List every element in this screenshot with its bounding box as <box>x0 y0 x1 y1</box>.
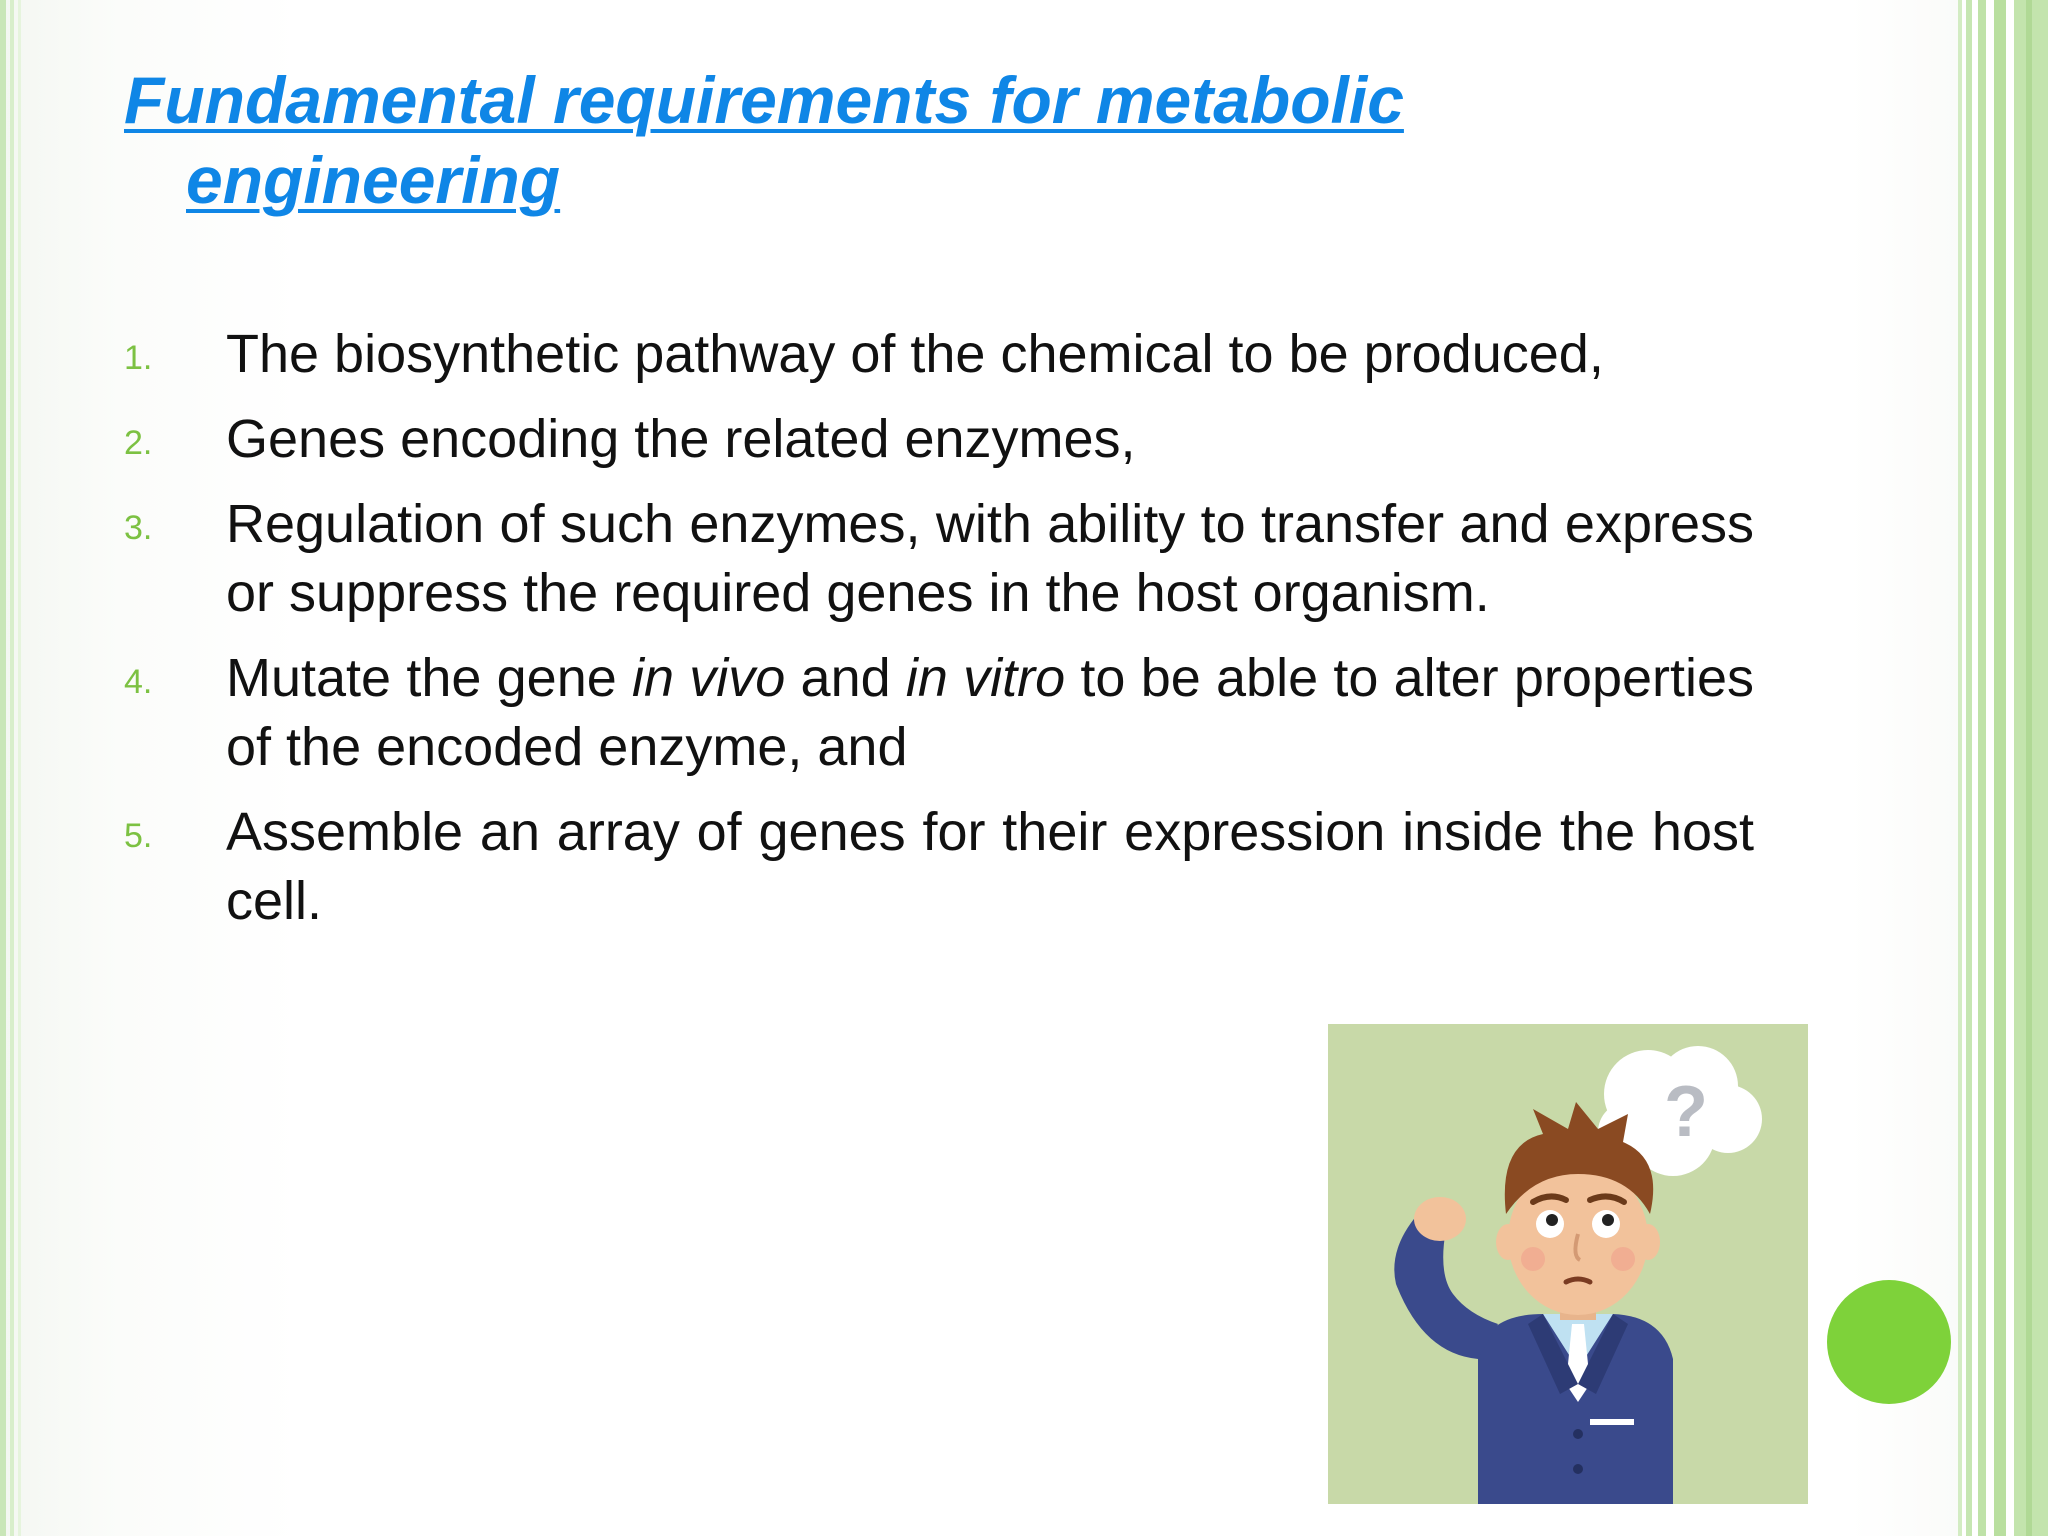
title-line-1: Fundamental requirements for metabolic <box>124 63 1404 137</box>
list-item <box>124 405 1754 474</box>
question-mark: ? <box>1664 1072 1708 1152</box>
list-text: Genes encoding the related enzymes, <box>226 409 1136 469</box>
list-item <box>124 644 1754 782</box>
list-text-italic: in vivo <box>632 648 786 708</box>
left-border-line <box>10 0 14 1536</box>
list-text: and <box>785 648 906 708</box>
list-number: 4. <box>124 663 153 701</box>
right-border-stripe <box>1966 0 1972 1536</box>
slide-title <box>124 60 1824 220</box>
right-border-stripe <box>1958 0 1962 1536</box>
list-item <box>124 798 1754 936</box>
requirements-list <box>124 320 1754 952</box>
list-item <box>124 320 1754 389</box>
list-text: Assemble an array of genes for their expression inside the host cell. <box>226 802 1754 931</box>
list-text-italic: in vitro <box>905 648 1066 708</box>
list-text: Mutate the gene <box>226 648 632 708</box>
list-number: 2. <box>124 424 153 462</box>
right-border-stripe <box>2026 0 2032 1536</box>
list-text: to be able to alter properties of the encoded enzyme, and <box>226 648 1755 777</box>
list-text: Regulation of such enzymes, with ability to transfer and express or suppress the required genes in the host organism. <box>226 494 1754 623</box>
left-border-line <box>0 0 6 1536</box>
right-border-stripe <box>1994 0 2006 1536</box>
list-text: The biosynthetic pathway of the chemical to be produced, <box>226 324 1604 384</box>
title-line-2 <box>124 140 1824 220</box>
right-border-stripe <box>1978 0 1986 1536</box>
title-line-2-text: engineering <box>186 143 561 217</box>
list-number: 1. <box>124 339 153 377</box>
list-item <box>124 490 1754 628</box>
green-circle-icon <box>1827 1280 1951 1404</box>
left-border-line <box>18 0 21 1536</box>
list-number: 5. <box>124 817 153 855</box>
confused-man-icon <box>1328 1024 1808 1504</box>
list-number: 3. <box>124 509 153 547</box>
